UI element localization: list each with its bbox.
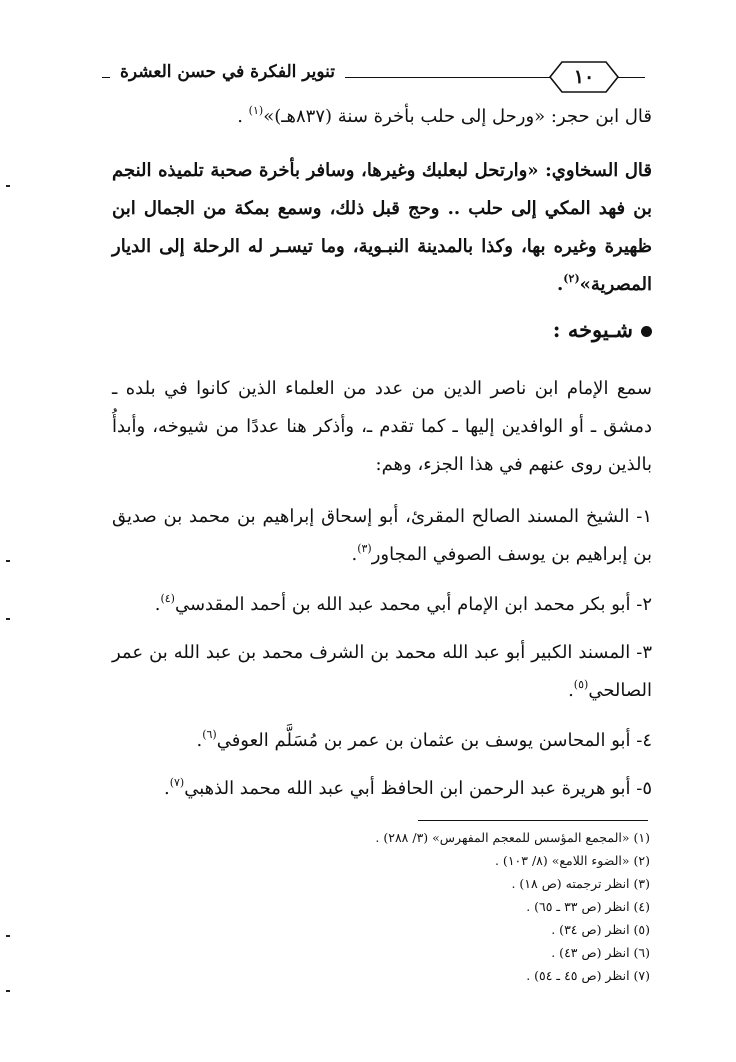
punctuation: . — [196, 730, 203, 751]
margin-mark — [6, 560, 10, 562]
paragraph-intro — [112, 370, 652, 484]
footnote: (٥) انظر (ص ٣٤) . — [551, 922, 650, 937]
running-title: تنوير الفكرة في حسن العشرة — [110, 60, 345, 84]
punctuation: . — [163, 778, 170, 799]
page-number: ١٠ — [573, 66, 595, 88]
list-item-text: ٤- أبو المحاسن يوسف بن عثمان بن عمر بن مُسَلَّم العوفي — [216, 730, 652, 751]
punctuation: . — [557, 274, 564, 295]
footnote-ref: (١) — [248, 104, 264, 117]
section-heading-text: شـيوخه : — [552, 317, 633, 342]
footnote: (٤) انظر (ص ٣٣ ـ ٦٥) . — [526, 899, 650, 914]
bullet-icon — [641, 326, 652, 337]
paragraph-text: سمع الإمام ابن ناصر الدين من عدد من العلماء الذين كانوا في بلده ـ دمشق ـ أو الوافدين إليها ـ كما تقدم ـ، وأذكر هنا عددًا من شيوخه، وأبدأُ بالذين روى عنهم في هذا الجزء، وهم: — [112, 378, 652, 475]
punctuation: . — [154, 594, 161, 615]
list-item-text: ٥- أبو هريرة عبد الرحمن ابن الحافظ أبي عبد الله محمد الذهبي — [184, 778, 652, 799]
list-item — [112, 498, 652, 576]
footnotes — [300, 826, 650, 987]
footnote-ref: (٣) — [357, 542, 372, 555]
list-item — [112, 770, 652, 810]
section-heading — [112, 313, 652, 347]
punctuation: . — [568, 680, 574, 701]
footnote-ref: (٧) — [169, 776, 185, 789]
punctuation: . — [237, 106, 249, 127]
margin-mark — [6, 618, 10, 620]
footnote: (٢) «الضوء اللامع» (٨/ ١٠٣) . — [494, 853, 650, 868]
paragraph-ibn-hajar — [112, 98, 652, 138]
footnote-separator — [418, 820, 648, 821]
footnote: (٣) انظر ترجمته (ص ١٨) . — [511, 876, 650, 891]
list-item — [112, 722, 652, 762]
footnote-ref: (٥) — [573, 678, 589, 691]
footnote: (٧) انظر (ص ٤٥ ـ ٥٤) . — [526, 968, 650, 983]
list-item-text: ٢- أبو بكر محمد ابن الإمام أبي محمد عبد الله بن أحمد المقدسي — [174, 594, 652, 615]
paragraph-text: قال السخاوي: «وارتحل لبعلبك وغيرها، وسافر بأخرة صحبة تلميذه النجم بن فهد المكي إلى حلب .. وحج قبل ذلك، وسمع بمكة من الجمال ابن ظهيرة وغيره بها، وكذا بالمدينة النبـوية، وما تيسـر له الرحلة إلى الديار المصرية» — [112, 160, 652, 295]
margin-mark — [6, 990, 10, 992]
margin-mark — [6, 935, 10, 937]
footnote: (١) «المجمع المؤسس للمعجم المفهرس» (٣/ ٢٨٨) . — [375, 830, 650, 845]
footnote: (٦) انظر (ص ٤٣) . — [551, 945, 650, 960]
paragraph-text: قال ابن حجر: «ورحل إلى حلب بأخرة سنة (٨٣٧هـ)» — [263, 106, 652, 127]
footnote-ref: (٦) — [202, 728, 217, 741]
margin-mark — [6, 185, 10, 187]
list-item-text: ١- الشيخ المسند الصالح المقرئ، أبو إسحاق إبراهيم بن محمد بن صديق بن إبراهيم بن يوسف الصوفي المجاور — [112, 506, 652, 565]
list-item — [112, 586, 652, 626]
footnote-ref: (٢) — [563, 272, 580, 285]
list-item — [112, 634, 652, 712]
footnote-ref: (٤) — [160, 592, 175, 605]
paragraph-sakhawi — [112, 152, 652, 306]
list-item-text: ٣- المسند الكبير أبو عبد الله محمد بن الشرف محمد بن عبد الله بن عمر الصالحي — [112, 642, 652, 701]
punctuation: . — [351, 544, 358, 565]
